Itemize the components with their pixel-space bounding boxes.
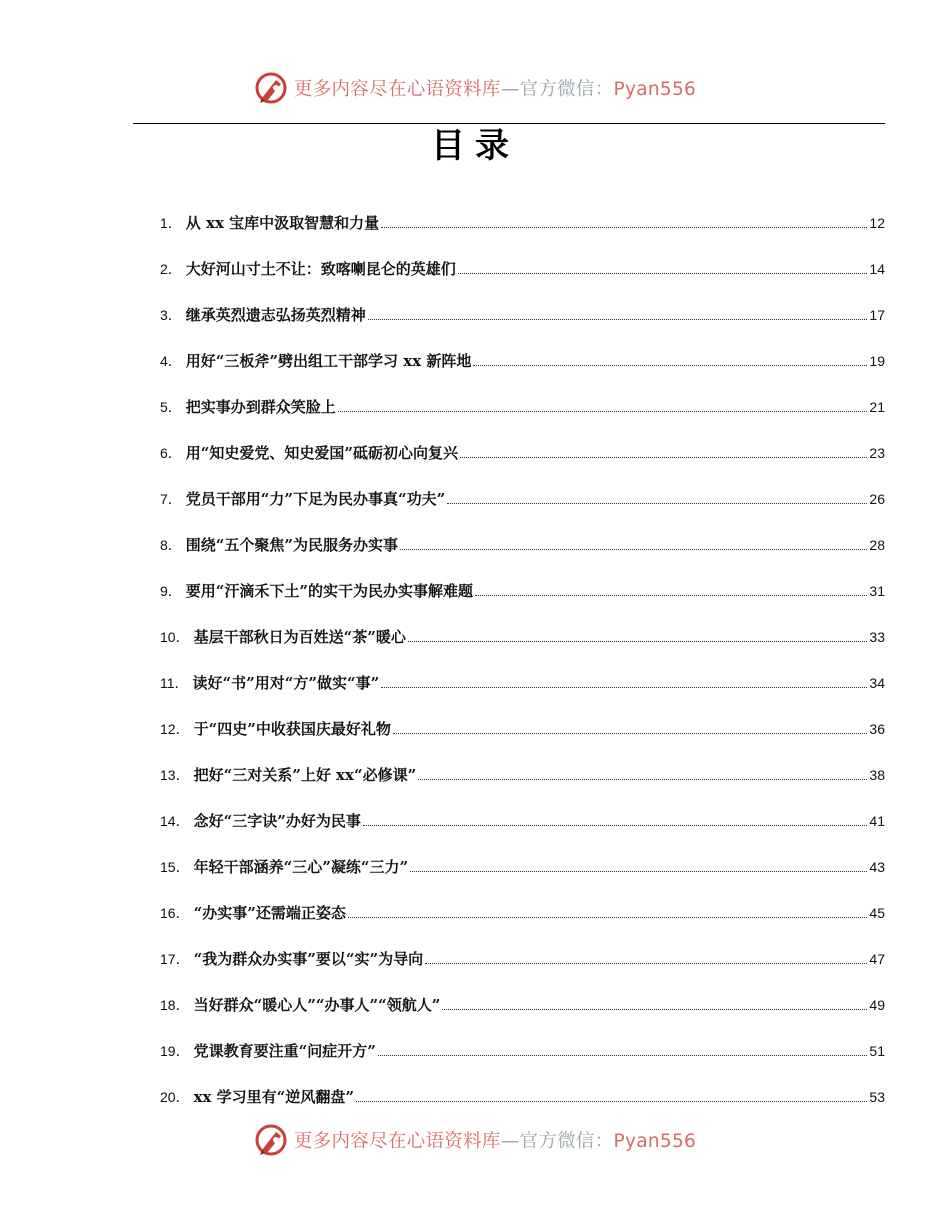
toc-entry[interactable] — [160, 483, 885, 509]
toc-entry-number: 16． — [160, 905, 190, 921]
footer-watermark-banner — [0, 1120, 950, 1160]
toc-entry-title[interactable]: 当好群众“暖心人”“办事人”“领航人” — [193, 996, 441, 1014]
toc-entry[interactable] — [160, 345, 885, 371]
toc-entry-title[interactable]: 党课教育要注重“问症开方” — [193, 1042, 376, 1060]
toc-entry[interactable] — [160, 851, 885, 877]
toc-entry[interactable] — [160, 943, 885, 969]
toc-entry[interactable] — [160, 1081, 885, 1107]
toc-entry[interactable] — [160, 897, 885, 923]
banner-wechat-label: 官方微信： — [519, 1131, 614, 1152]
toc-entry-page-number[interactable]: 28 — [869, 537, 885, 553]
banner-wechat-id: Pyan556 — [613, 79, 697, 100]
toc-entry-title[interactable]: 基层干部秋日为百姓送“茶”暖心 — [193, 628, 406, 646]
banner-main-text: 更多内容尽在心语资料库 — [293, 79, 501, 100]
banner-text — [294, 75, 696, 101]
toc-entry-page-number[interactable]: 12 — [869, 215, 885, 231]
toc-dot-leader — [410, 871, 867, 872]
toc-entry-title[interactable]: 用好“三板斧”劈出组工干部学习 xx 新阵地 — [185, 352, 472, 370]
toc-entry-page-number[interactable]: 31 — [869, 583, 885, 599]
toc-entry-title[interactable]: 把好“三对关系”上好 xx“必修课” — [193, 766, 417, 784]
banner-main-text: 更多内容尽在心语资料库 — [293, 1131, 501, 1152]
toc-entry[interactable] — [160, 575, 885, 601]
toc-entry[interactable] — [160, 437, 885, 463]
toc-dot-leader — [400, 549, 867, 550]
toc-dot-leader — [338, 411, 868, 412]
toc-entry-title[interactable]: “办实事”还需端正姿态 — [193, 904, 346, 922]
toc-entry-title[interactable]: “我为群众办实事”要以“实”为导向 — [193, 950, 424, 968]
toc-entry[interactable] — [160, 391, 885, 417]
page-title: 目录 — [431, 126, 519, 166]
toc-entry-title[interactable]: 从 xx 宝库中汲取智慧和力量 — [185, 214, 380, 232]
toc-dot-leader — [378, 1055, 868, 1056]
toc-entry-number: 11． — [160, 675, 189, 691]
toc-dot-leader — [363, 825, 868, 826]
toc-entry-page-number[interactable]: 47 — [869, 951, 885, 967]
toc-entry-number: 3． — [160, 307, 182, 323]
toc-entry[interactable] — [160, 207, 885, 233]
toc-entry[interactable] — [160, 713, 885, 739]
toc-dot-leader — [368, 319, 868, 320]
toc-entry-number: 6． — [160, 445, 182, 461]
toc-entry-page-number[interactable]: 33 — [869, 629, 885, 645]
toc-entry-page-number[interactable]: 34 — [869, 675, 885, 691]
toc-dot-leader — [381, 687, 867, 688]
toc-dot-leader — [447, 503, 867, 504]
toc-entry-title[interactable]: 年轻干部涵养“三心”凝练“三力” — [193, 858, 409, 876]
toc-entry-page-number[interactable]: 43 — [869, 859, 885, 875]
toc-entry-page-number[interactable]: 17 — [869, 307, 885, 323]
toc-entry-number: 8． — [160, 537, 182, 553]
toc-entry-page-number[interactable]: 36 — [869, 721, 885, 737]
toc-entry-title[interactable]: 于“四史”中收获国庆最好礼物 — [193, 720, 391, 738]
banner-wechat-label: 官方微信： — [519, 79, 614, 100]
toc-entry-number: 14． — [160, 813, 190, 829]
toc-entry-number: 20． — [160, 1089, 190, 1105]
toc-entry-number: 18． — [160, 997, 190, 1013]
toc-entry-number: 13． — [160, 767, 190, 783]
toc-entry-page-number[interactable]: 51 — [869, 1043, 885, 1059]
toc-entry[interactable] — [160, 759, 885, 785]
toc-entry-page-number[interactable]: 23 — [869, 445, 885, 461]
toc-entry-page-number[interactable]: 41 — [869, 813, 885, 829]
toc-entry-number: 17． — [160, 951, 190, 967]
toc-entry[interactable] — [160, 1035, 885, 1061]
toc-entry-number: 10． — [160, 629, 190, 645]
toc-entry-title[interactable]: 读好“书”用对“方”做实“事” — [192, 674, 380, 692]
toc-dot-leader — [460, 457, 867, 458]
toc-entry[interactable] — [160, 805, 885, 831]
toc-entry-number: 1． — [160, 215, 182, 231]
toc-entry-number: 12． — [160, 721, 190, 737]
toc-dot-leader — [408, 641, 868, 642]
header-watermark-banner — [0, 68, 950, 108]
toc-entry-page-number[interactable]: 21 — [869, 399, 885, 415]
toc-entry-page-number[interactable]: 19 — [869, 353, 885, 369]
toc-dot-leader — [473, 365, 867, 366]
toc-entry[interactable] — [160, 529, 885, 555]
toc-entry-page-number[interactable]: 45 — [869, 905, 885, 921]
toc-entry-page-number[interactable]: 53 — [869, 1089, 885, 1105]
toc-dot-leader — [418, 779, 867, 780]
toc-entry-title[interactable]: 把实事办到群众笑脸上 — [185, 398, 336, 416]
toc-entry-number: 5． — [160, 399, 182, 415]
toc-entry-title[interactable]: 用“知史爱党、知史爱国”砥砺初心向复兴 — [185, 444, 459, 462]
banner-separator: — — [500, 79, 520, 100]
toc-dot-leader — [348, 917, 868, 918]
banner-text — [294, 1127, 696, 1153]
pen-logo-icon — [254, 1123, 288, 1157]
toc-entry-page-number[interactable]: 49 — [869, 997, 885, 1013]
toc-entry-page-number[interactable]: 14 — [869, 261, 885, 277]
toc-entry[interactable] — [160, 253, 885, 279]
toc-entry-number: 9． — [160, 583, 182, 599]
pen-logo-icon — [254, 71, 288, 105]
toc-entry-number: 19． — [160, 1043, 190, 1059]
toc-entry[interactable] — [160, 621, 885, 647]
toc-dot-leader — [381, 227, 867, 228]
banner-separator: — — [500, 1131, 520, 1152]
toc-entry-page-number[interactable]: 26 — [869, 491, 885, 507]
toc-entry-title[interactable]: xx 学习里有“逆风翻盘” — [193, 1088, 354, 1106]
toc-entry-number: 2． — [160, 261, 182, 277]
toc-dot-leader — [458, 273, 868, 274]
toc-entry-title[interactable]: 念好“三字诀”办好为民事 — [193, 812, 361, 830]
toc-entry-number: 7． — [160, 491, 182, 507]
toc-entry-title[interactable]: 党员干部用“力”下足为民办事真“功夫” — [185, 490, 446, 508]
toc-entry[interactable] — [160, 989, 885, 1015]
toc-dot-leader — [425, 963, 867, 964]
toc-entry-title[interactable]: 继承英烈遗志弘扬英烈精神 — [185, 306, 366, 324]
toc-entry-page-number[interactable]: 38 — [869, 767, 885, 783]
toc-entry-number: 15． — [160, 859, 190, 875]
toc-dot-leader — [356, 1101, 867, 1102]
toc-dot-leader — [393, 733, 868, 734]
toc-dot-leader — [442, 1009, 867, 1010]
toc-entry-title[interactable]: 围绕“五个聚焦”为民服务办实事 — [185, 536, 399, 554]
toc-entry-title[interactable]: 大好河山寸土不让：致喀喇昆仑的英雄们 — [185, 260, 456, 278]
toc-entry[interactable] — [160, 299, 885, 325]
banner-wechat-id: Pyan556 — [613, 1131, 697, 1152]
toc-dot-leader — [475, 595, 867, 596]
toc-entry[interactable] — [160, 667, 885, 693]
toc-entry-number: 4． — [160, 353, 182, 369]
toc-entry-title[interactable]: 要用“汗滴禾下土”的实干为民办实事解难题 — [185, 582, 474, 600]
